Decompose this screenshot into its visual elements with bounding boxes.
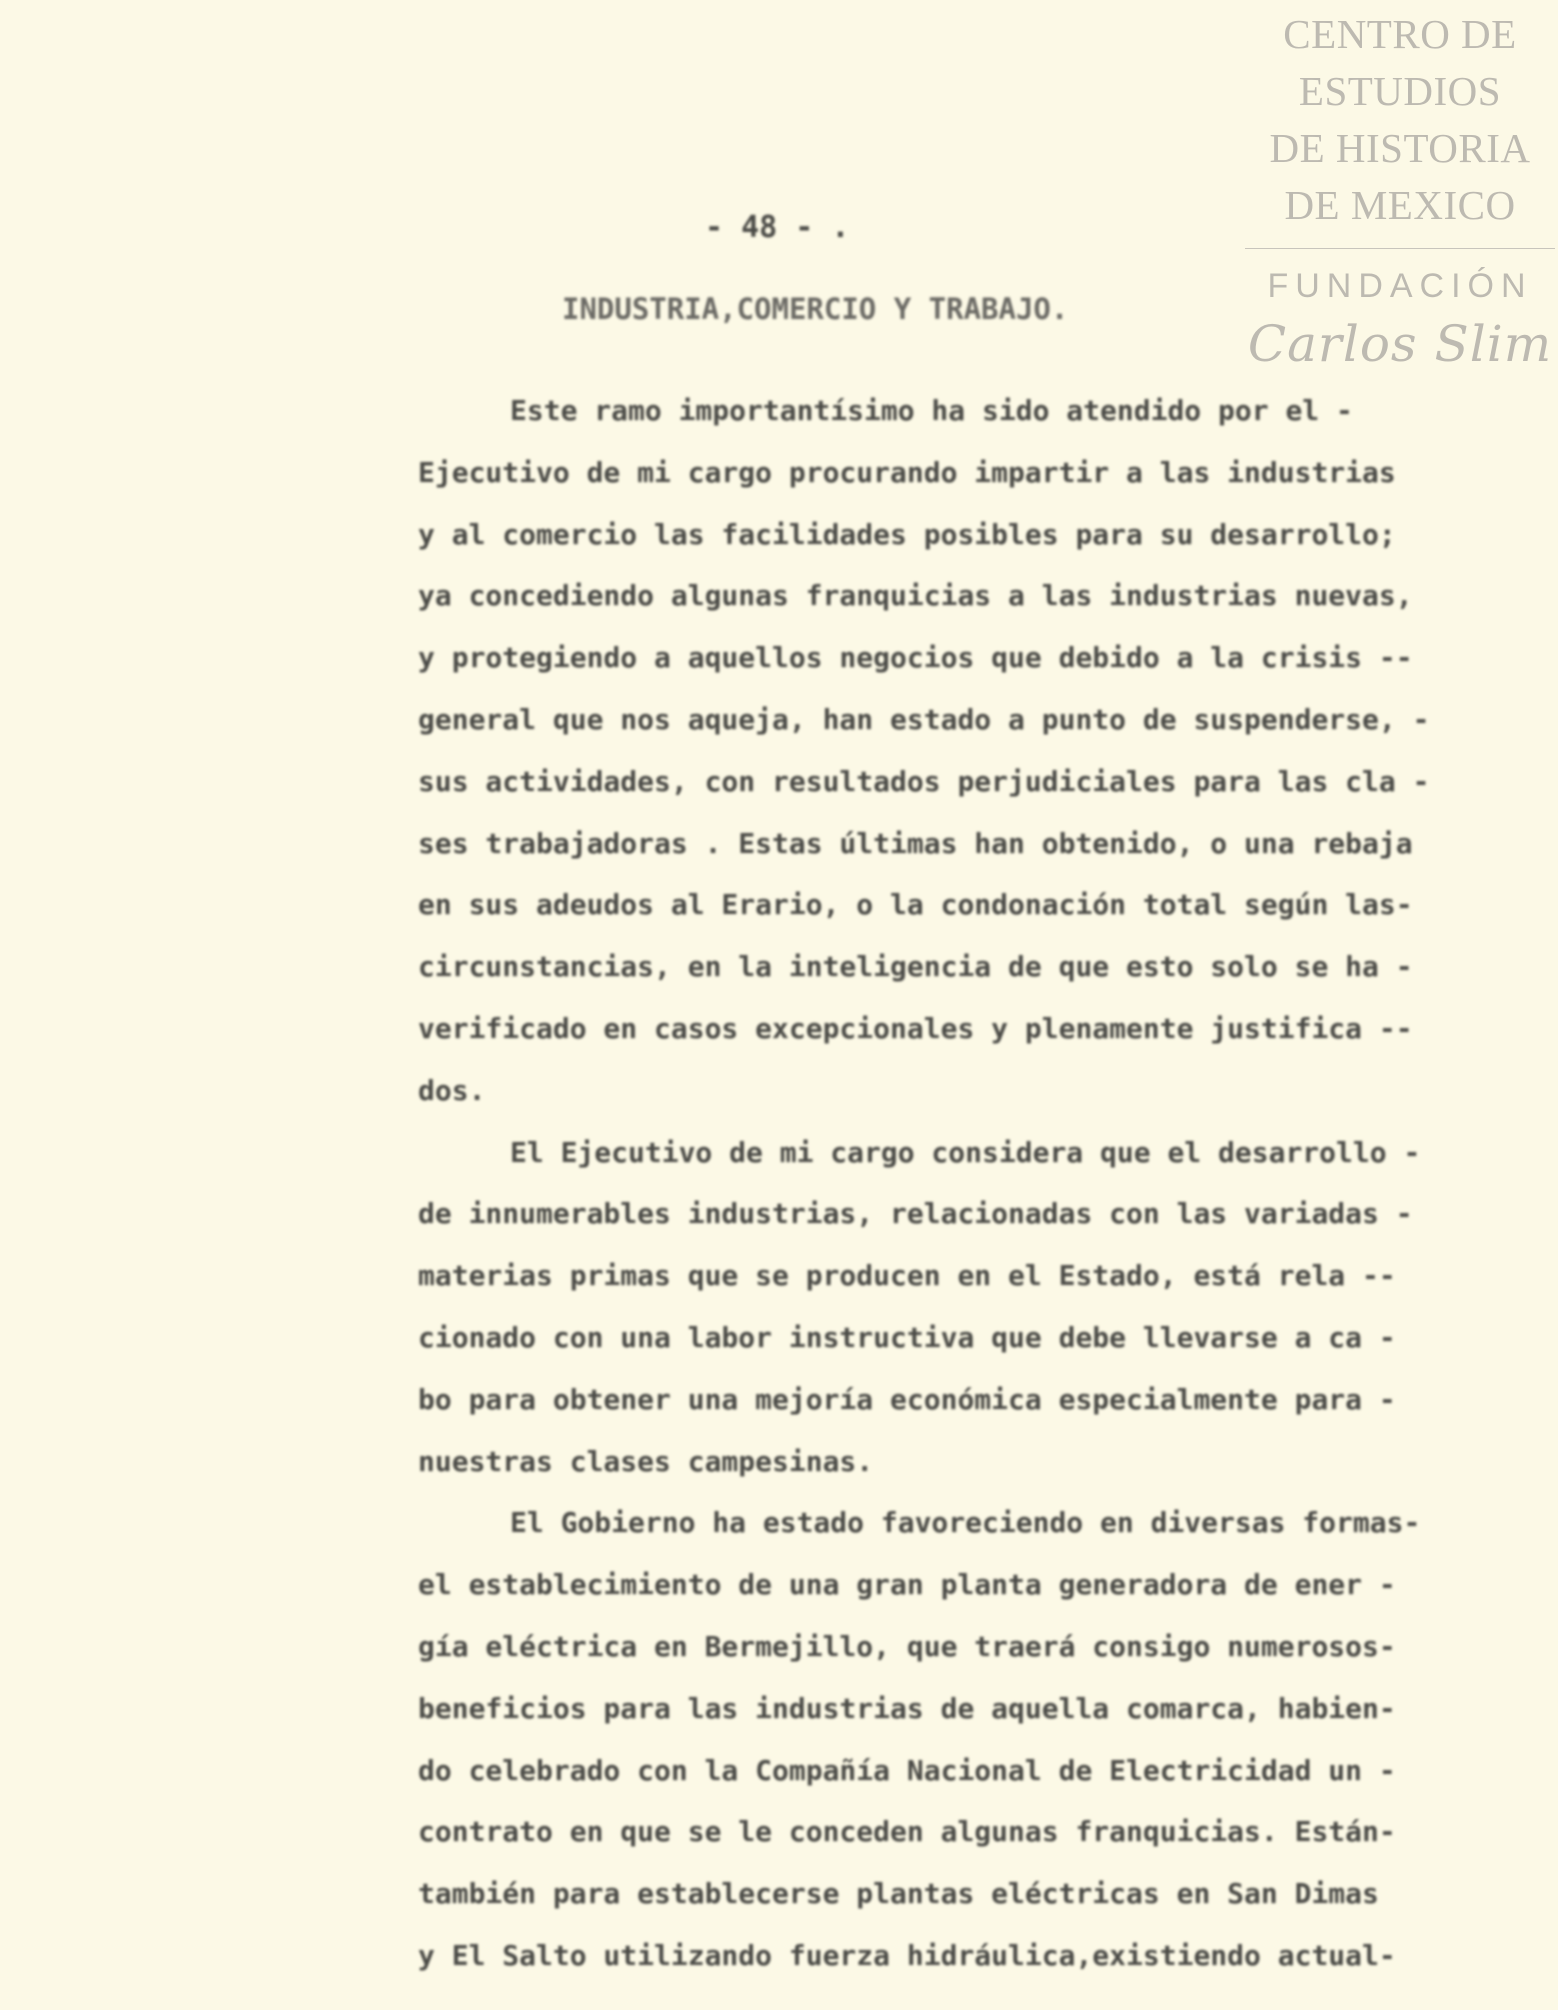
text-line: El Ejecutivo de mi cargo considera que el desarrollo - — [510, 1135, 1421, 1169]
text-line: y El Salto utilizando fuerza hidráulica,existiendo actual- — [418, 1938, 1396, 1972]
text-line: materias primas que se producen en el Estado, está rela -- — [418, 1259, 1396, 1293]
text-line: contrato en que se le conceden algunas franquicias. Están- — [418, 1815, 1396, 1849]
text-line: general que nos aqueja, han estado a punto de suspenderse, - — [418, 702, 1430, 736]
text-line: dos. — [418, 1073, 486, 1107]
text-line: de innumerables industrias, relacionadas con las variadas - — [418, 1197, 1413, 1231]
watermark-line-3: DE HISTORIA — [1269, 125, 1531, 171]
watermark-signature: Carlos Slim — [1247, 315, 1553, 373]
archive-watermark — [1245, 6, 1555, 376]
text-line: Este ramo importantísimo ha sido atendido por el - — [510, 394, 1353, 427]
body-text — [418, 380, 1498, 1987]
text-line: circunstancias, en la inteligencia de que esto solo se ha - — [418, 950, 1413, 984]
page-number: - 48 - . — [705, 210, 850, 245]
text-line: y al comercio las facilidades posibles para su desarrollo; — [418, 517, 1396, 551]
text-line: nuestras clases campesinas. — [418, 1444, 874, 1478]
text-line: El Gobierno ha estado favoreciendo en diversas formas- — [510, 1506, 1421, 1540]
text-line: verificado en casos excepcionales y plenamente justifica -- — [418, 1011, 1413, 1045]
watermark-divider — [1245, 248, 1555, 249]
text-line: ses trabajadoras . Estas últimas han obtenido, o una rebaja — [418, 826, 1413, 860]
watermark-foundation: FUNDACIÓN — [1267, 267, 1533, 305]
watermark-line-4: DE MEXICO — [1284, 182, 1516, 228]
text-line: el establecimiento de una gran planta generadora de ener - — [418, 1568, 1396, 1602]
watermark-line-2: ESTUDIOS — [1298, 68, 1502, 114]
text-line: bo para obtener una mejoría económica especialmente para - — [418, 1382, 1396, 1416]
text-line: cionado con una labor instructiva que debe llevarse a ca - — [418, 1320, 1396, 1354]
watermark-line-1: CENTRO DE — [1283, 11, 1517, 57]
text-line: sus actividades, con resultados perjudiciales para las cla - — [418, 764, 1430, 798]
text-line: do celebrado con la Compañía Nacional de Electricidad un - — [418, 1753, 1396, 1787]
text-line: beneficios para las industrias de aquella comarca, habien- — [418, 1691, 1396, 1725]
text-line: gía eléctrica en Bermejillo, que traerá consigo numerosos- — [418, 1629, 1396, 1663]
text-line: también para establecerse plantas eléctricas en San Dimas — [418, 1877, 1379, 1911]
text-line: y protegiendo a aquellos negocios que debido a la crisis -- — [418, 641, 1413, 675]
text-line: en sus adeudos al Erario, o la condonación total según las- — [418, 888, 1413, 922]
text-line: Ejecutivo de mi cargo procurando impartir a las industrias — [418, 455, 1396, 489]
section-title: INDUSTRIA,COMERCIO Y TRABAJO. — [562, 292, 1069, 326]
text-line: ya concediendo algunas franquicias a las industrias nuevas, — [418, 579, 1413, 613]
